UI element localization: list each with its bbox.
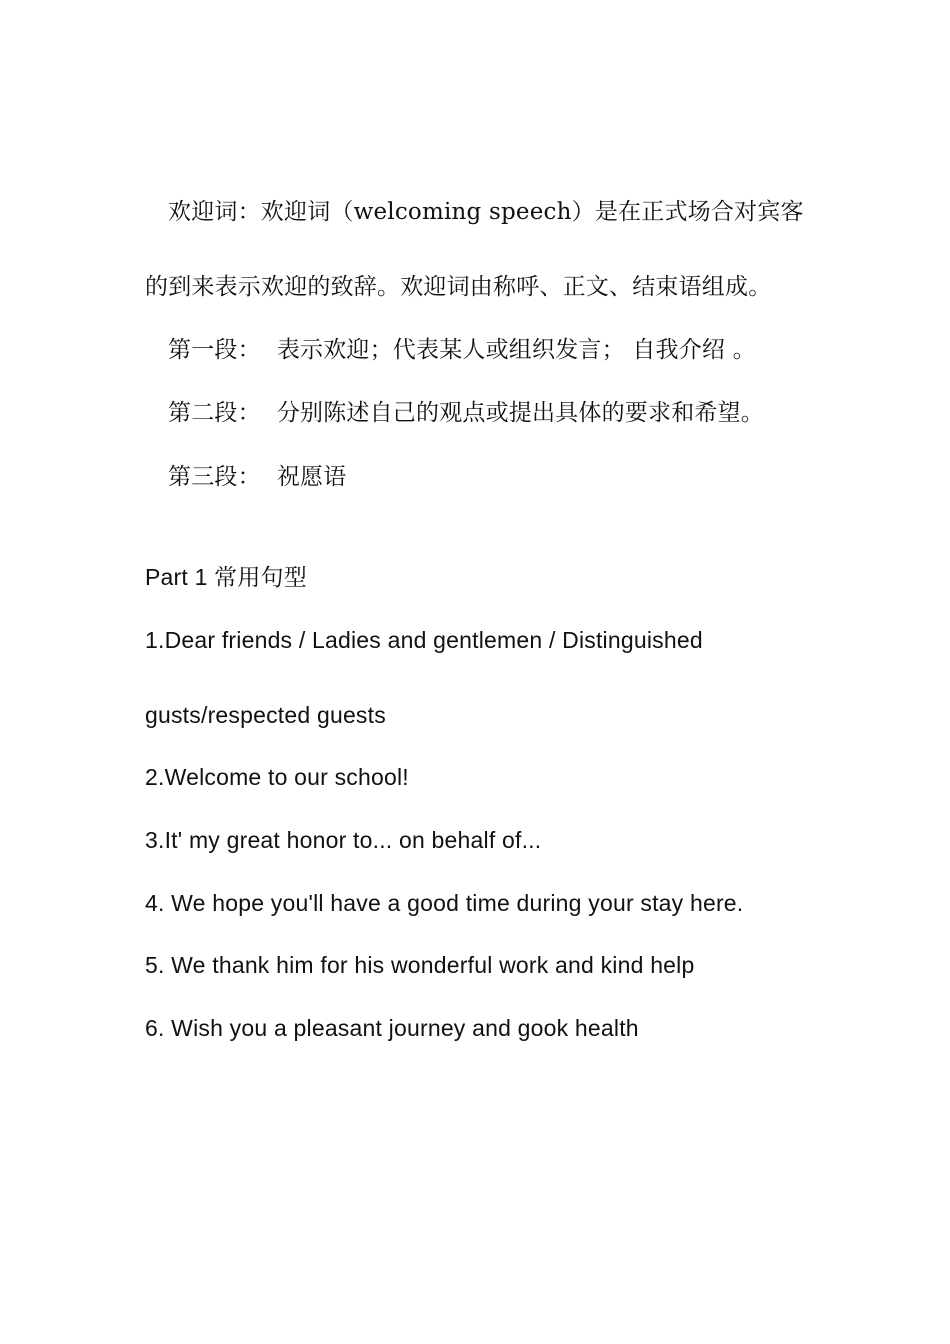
sentence-1: 1.Dear friends / Ladies and gentlemen / Distinguished — [145, 627, 703, 653]
paragraph-2 — [168, 398, 764, 428]
paragraph-3-text: 祝愿语 — [276, 464, 347, 490]
paragraph-3 — [168, 462, 346, 492]
paragraph-2-label: 第二段： — [168, 400, 261, 426]
sentence-2: 2.Welcome to our school! — [145, 764, 409, 790]
section-title: Part 1 常用句型 — [145, 564, 307, 590]
paragraph-1 — [168, 335, 756, 365]
sentence-6: 6. Wish you a pleasant journey and gook health — [145, 1015, 639, 1041]
sentence-4: 4. We hope you'll have a good time during your stay here. — [145, 890, 744, 916]
sentence-1-continued: gusts/respected guests — [145, 702, 386, 728]
sentence-5: 5. We thank him for his wonderful work and kind help — [145, 952, 695, 978]
intro-line-2: 的到来表示欢迎的致辞。欢迎词由称呼、正文、结束语组成。 — [145, 274, 772, 300]
paragraph-1-text: 表示欢迎；代表某人或组织发言； 自我介绍 。 — [276, 337, 756, 363]
paragraph-1-label: 第一段： — [168, 337, 261, 363]
intro-line-1: 欢迎词：欢迎词（welcoming speech）是在正式场合对宾客 — [168, 199, 804, 225]
paragraph-3-label: 第三段： — [168, 464, 261, 490]
sentence-3: 3.It' my great honor to... on behalf of... — [145, 827, 542, 853]
paragraph-2-text: 分别陈述自己的观点或提出具体的要求和希望。 — [276, 400, 765, 426]
